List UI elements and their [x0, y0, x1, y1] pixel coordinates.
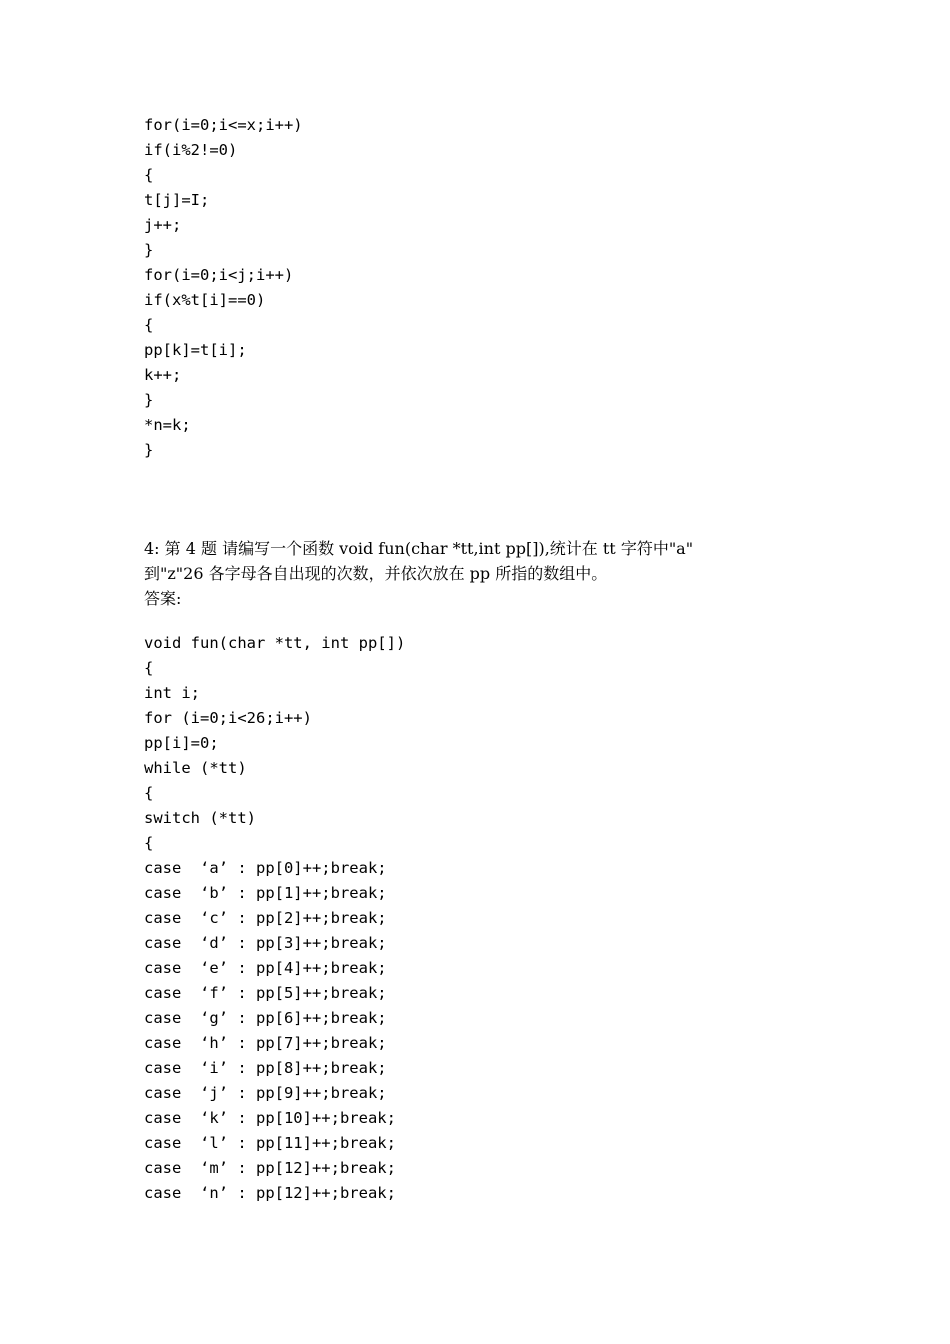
code-line: j++; — [144, 216, 182, 234]
code-line: k++; — [144, 366, 182, 384]
code-line: { — [144, 316, 154, 334]
code-line: for(i=0;i<j;i++) — [144, 266, 294, 284]
code-line: { — [144, 834, 154, 852]
code-line: case ‘g’ : pp[6]++;break; — [144, 1009, 387, 1027]
question-block — [144, 536, 844, 611]
question-text-line-1: 4: 第 4 题 请编写一个函数 void fun(char *tt,int pp[]),统计在 tt 字符中"a" — [144, 539, 694, 558]
code-line: case ‘h’ : pp[7]++;break; — [144, 1034, 387, 1052]
code-line: case ‘d’ : pp[3]++;break; — [144, 934, 387, 952]
code-line: case ‘f’ : pp[5]++;break; — [144, 984, 387, 1002]
code-line: case ‘l’ : pp[11]++;break; — [144, 1134, 396, 1152]
code-line: for (i=0;i<26;i++) — [144, 709, 312, 727]
code-line: case ‘c’ : pp[2]++;break; — [144, 909, 387, 927]
code-line: case ‘j’ : pp[9]++;break; — [144, 1084, 387, 1102]
answer-label: 答案: — [144, 589, 182, 608]
code-line: case ‘b’ : pp[1]++;break; — [144, 884, 387, 902]
code-line: case ‘e’ : pp[4]++;break; — [144, 959, 387, 977]
code-block-2 — [144, 631, 844, 1206]
code-line: { — [144, 659, 154, 677]
code-line: case ‘n’ : pp[12]++;break; — [144, 1184, 396, 1202]
code-line: for(i=0;i<=x;i++) — [144, 116, 303, 134]
code-line: if(i%2!=0) — [144, 141, 238, 159]
code-line: if(x%t[i]==0) — [144, 291, 266, 309]
code-line: int i; — [144, 684, 200, 702]
code-line: case ‘a’ : pp[0]++;break; — [144, 859, 387, 877]
code-line: pp[i]=0; — [144, 734, 219, 752]
code-line: case ‘i’ : pp[8]++;break; — [144, 1059, 387, 1077]
code-line: { — [144, 166, 154, 184]
code-line: while (*tt) — [144, 759, 247, 777]
code-line: } — [144, 441, 154, 459]
code-line: { — [144, 784, 154, 802]
code-line: } — [144, 241, 154, 259]
code-line: t[j]=I; — [144, 191, 210, 209]
code-line: pp[k]=t[i]; — [144, 341, 247, 359]
code-line: case ‘m’ : pp[12]++;break; — [144, 1159, 396, 1177]
code-line: switch (*tt) — [144, 809, 256, 827]
code-block-1 — [144, 113, 844, 463]
code-line: } — [144, 391, 154, 409]
code-line: void fun(char *tt, int pp[]) — [144, 634, 406, 652]
code-line: case ‘k’ : pp[10]++;break; — [144, 1109, 396, 1127]
question-text-line-2: 到"z"26 各字母各自出现的次数，并依次放在 pp 所指的数组中。 — [144, 564, 608, 583]
code-line: *n=k; — [144, 416, 191, 434]
